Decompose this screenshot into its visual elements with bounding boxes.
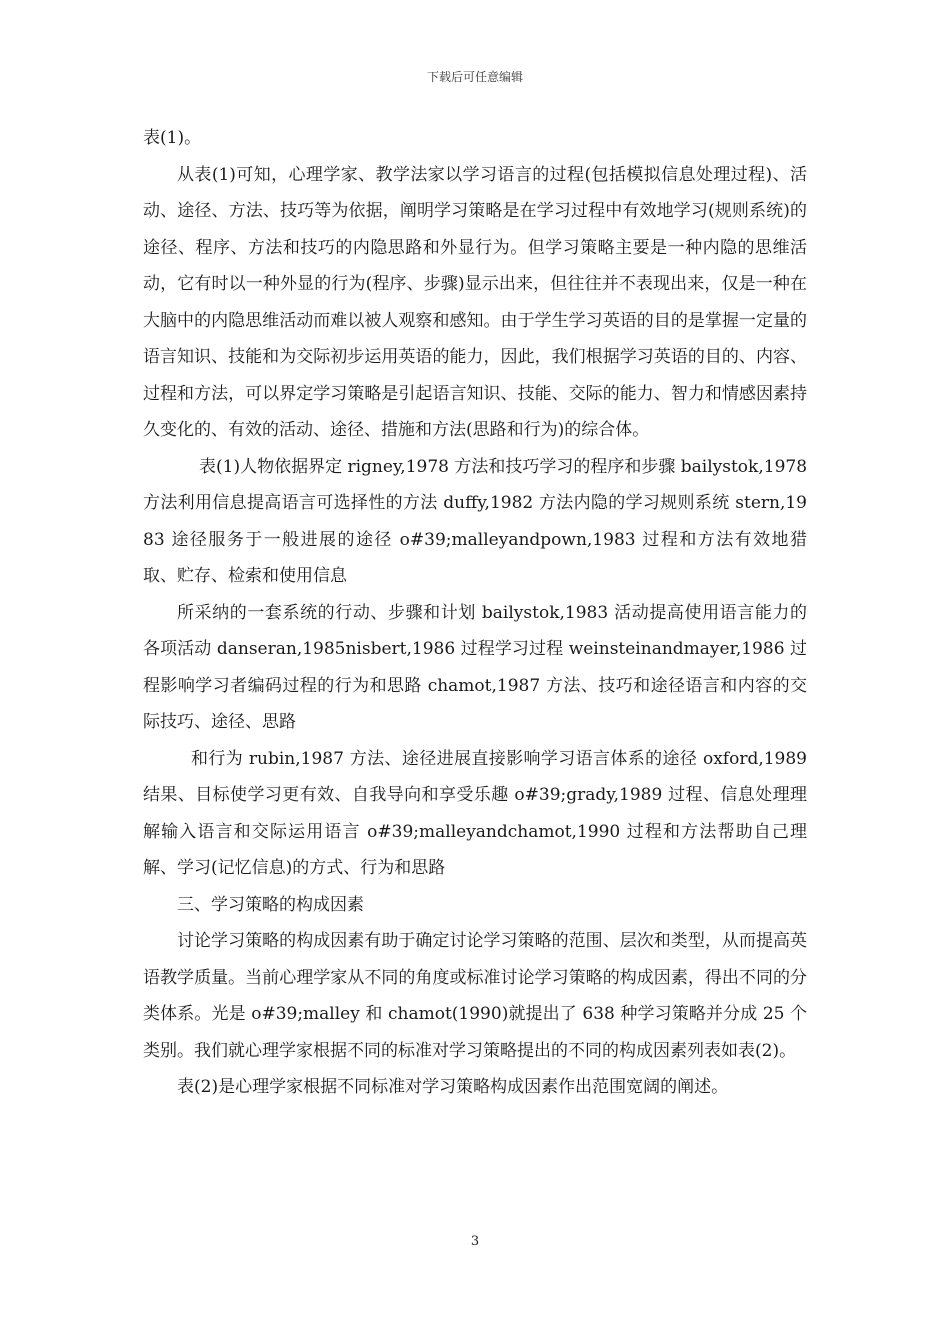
paragraph-definition: 从表(1)可知，心理学家、教学法家以学习语言的过程(包括模拟信息处理过程)、活动、途径、方法、技巧等为依据，阐明学习策略是在学习过程中有效地学习(规则系统)的途径、程序、方法和技巧的内隐思路和外显行为。但学习策略主要是一种内隐的思维活动，它有时以一种外显的行为(程序、步骤)显示出来，但往往并不表现出来，仅是一种在大脑中的内隐思维活动而难以被人观察和感知。由于学生学习英语的目的是掌握一定量的语言知识、技能和为交际初步运用英语的能力，因此，我们根据学习英语的目的、内容、过程和方法，可以界定学习策略是引起语言知识、技能、交际的能力、智力和情感因素持久变化的、有效的活动、途径、措施和方法(思路和行为)的综合体。 — [143, 164, 807, 440]
page-number: 3 — [470, 1234, 480, 1249]
section-heading-3: 三、学习策略的构成因素 — [177, 894, 364, 915]
paragraph-table-2-summary: 表(2)是心理学家根据不同标准对学习策略构成因素作出范围宽阔的阐述。 — [177, 1077, 729, 1097]
table-1-content-part-2: 所采纳的一套系统的行动、步骤和计划 bailystok,1983 活动提高使用语言能力的各项活动 danseran,1985nisbert,1986 过程学习过程 weinsteinandmayer,1986 过程影响学习者编码过程的行为和思路 chamot,1987 方法、技巧和途径语言和内容的交际技巧、途径、思路 — [143, 602, 807, 732]
paragraph-components: 讨论学习策略的构成因素有助于确定讨论学习策略的范围、层次和类型，从而提高英语教学质量。当前心理学家从不同的角度或标准讨论学习策略的构成因素，得出不同的分类体系。光是 o#39;malley 和 chamot(1990)就提出了 638 种学习策略并分成 25 个类别。我们就心理学家根据不同的标准对学习策略提出的不同的构成因素列表如表(2)。 — [143, 931, 807, 1061]
paragraph-table-ref: 表(1)。 — [143, 128, 202, 148]
table-1-content-part-3: 和行为 rubin,1987 方法、途径进展直接影响学习语言体系的途径 oxford,1989 结果、目标使学习更有效、自我导向和享受乐趣 o#39;grady,1989 过程、信息处理理解输入语言和交际运用语言 o#39;malleyandchamot,1990 过程和方法帮助自己理解、学习(记忆信息)的方式、行为和思路 — [143, 748, 807, 878]
document-body — [143, 120, 807, 1106]
table-1-content-part-1: 表(1)人物依据界定 rigney,1978 方法和技巧学习的程序和步骤 bailystok,1978 方法利用信息提高语言可选择性的方法 duffy,1982 方法内隐的学习规则系统 stern,1983 途径服务于一般进展的途径 o#39;malleyandpown,1983 过程和方法有效地猎取、贮存、检索和使用信息 — [143, 456, 808, 586]
page-header: 下载后可任意编辑 — [426, 70, 523, 84]
